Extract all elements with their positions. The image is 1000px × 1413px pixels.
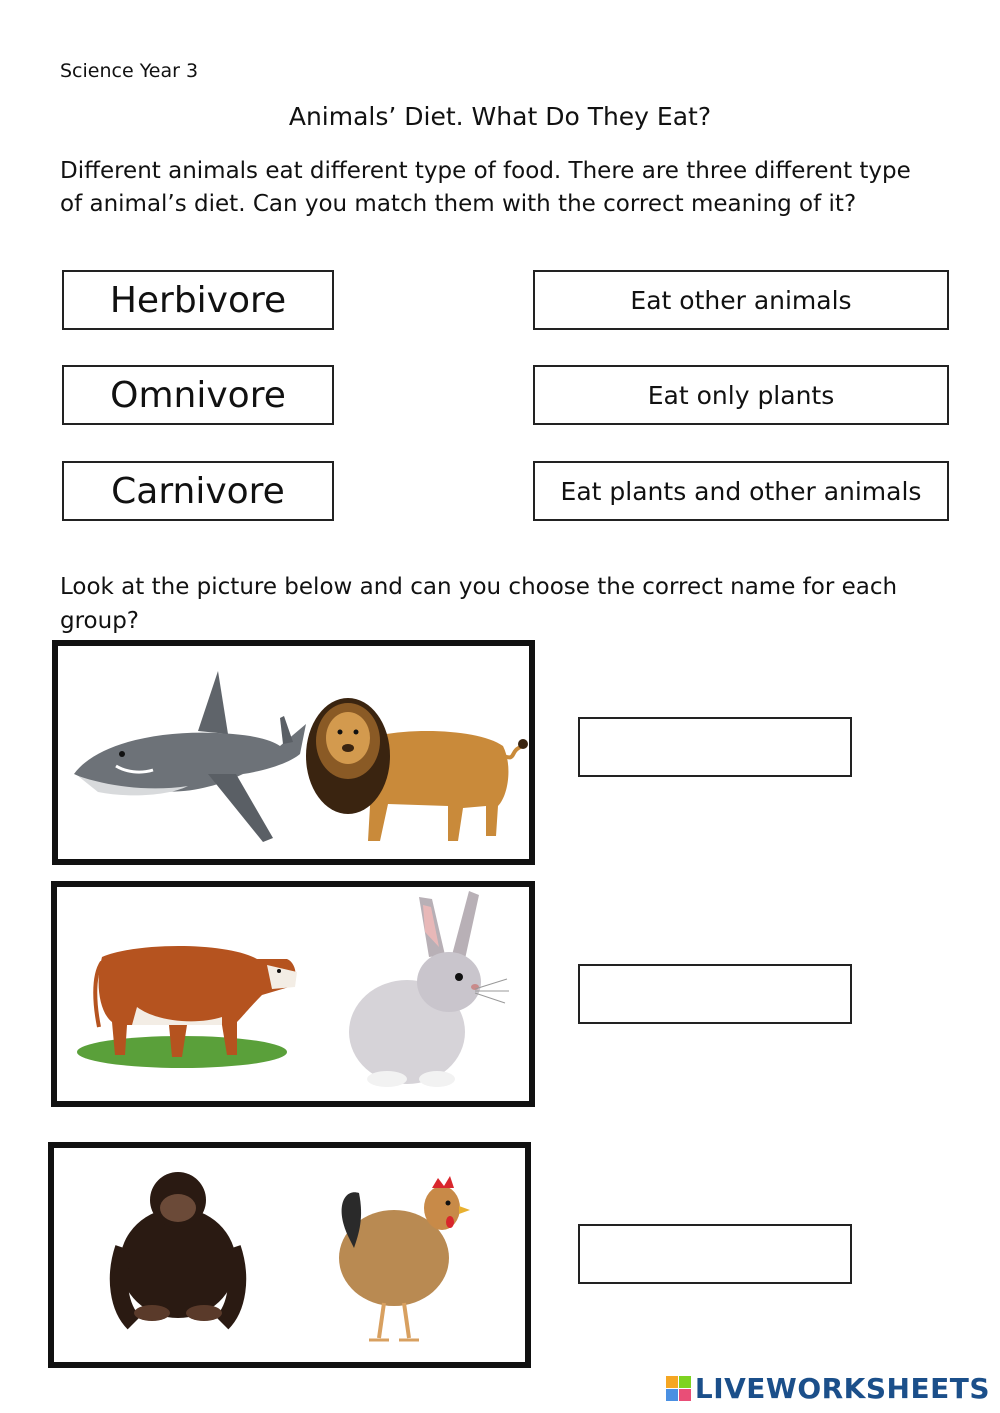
term-box-carnivore[interactable] <box>62 461 334 521</box>
page-title: Animals’ Diet. What Do They Eat? <box>288 102 712 131</box>
definition-label: Eat other animals <box>630 285 852 315</box>
brand-name: LIVEWORKSHEETS <box>694 1372 990 1405</box>
answer-box-1[interactable] <box>578 717 852 777</box>
question-text: Look at the picture below and can you choose the correct name for each group? <box>60 574 898 634</box>
shark-image <box>58 646 541 871</box>
term-label: Carnivore <box>111 470 285 512</box>
definition-label: Eat only plants <box>647 380 835 410</box>
animal-group-panel-1 <box>52 640 535 865</box>
answer-box-2[interactable] <box>578 964 852 1024</box>
term-label: Omnivore <box>110 374 286 416</box>
animal-group-panel-2 <box>51 881 535 1107</box>
subject-label: Science Year 3 <box>60 60 199 82</box>
term-box-omnivore[interactable] <box>62 365 334 425</box>
definition-label: Eat plants and other animals <box>560 476 922 506</box>
liveworksheets-icon <box>666 1376 692 1402</box>
intro-text: Different animals eat different type of food. There are three different type of animal’s diet. Can you match them with the correct meaning of it? <box>60 158 911 217</box>
term-box-herbivore[interactable] <box>62 270 334 330</box>
brand-logo <box>666 1372 990 1405</box>
definition-box-3[interactable] <box>533 461 949 521</box>
animal-group-panel-3 <box>48 1142 531 1368</box>
term-label: Herbivore <box>109 279 287 321</box>
rabbit-image <box>57 887 541 1113</box>
definition-box-1[interactable] <box>533 270 949 330</box>
definition-box-2[interactable] <box>533 365 949 425</box>
answer-box-3[interactable] <box>578 1224 852 1284</box>
chicken-image <box>54 1148 537 1374</box>
